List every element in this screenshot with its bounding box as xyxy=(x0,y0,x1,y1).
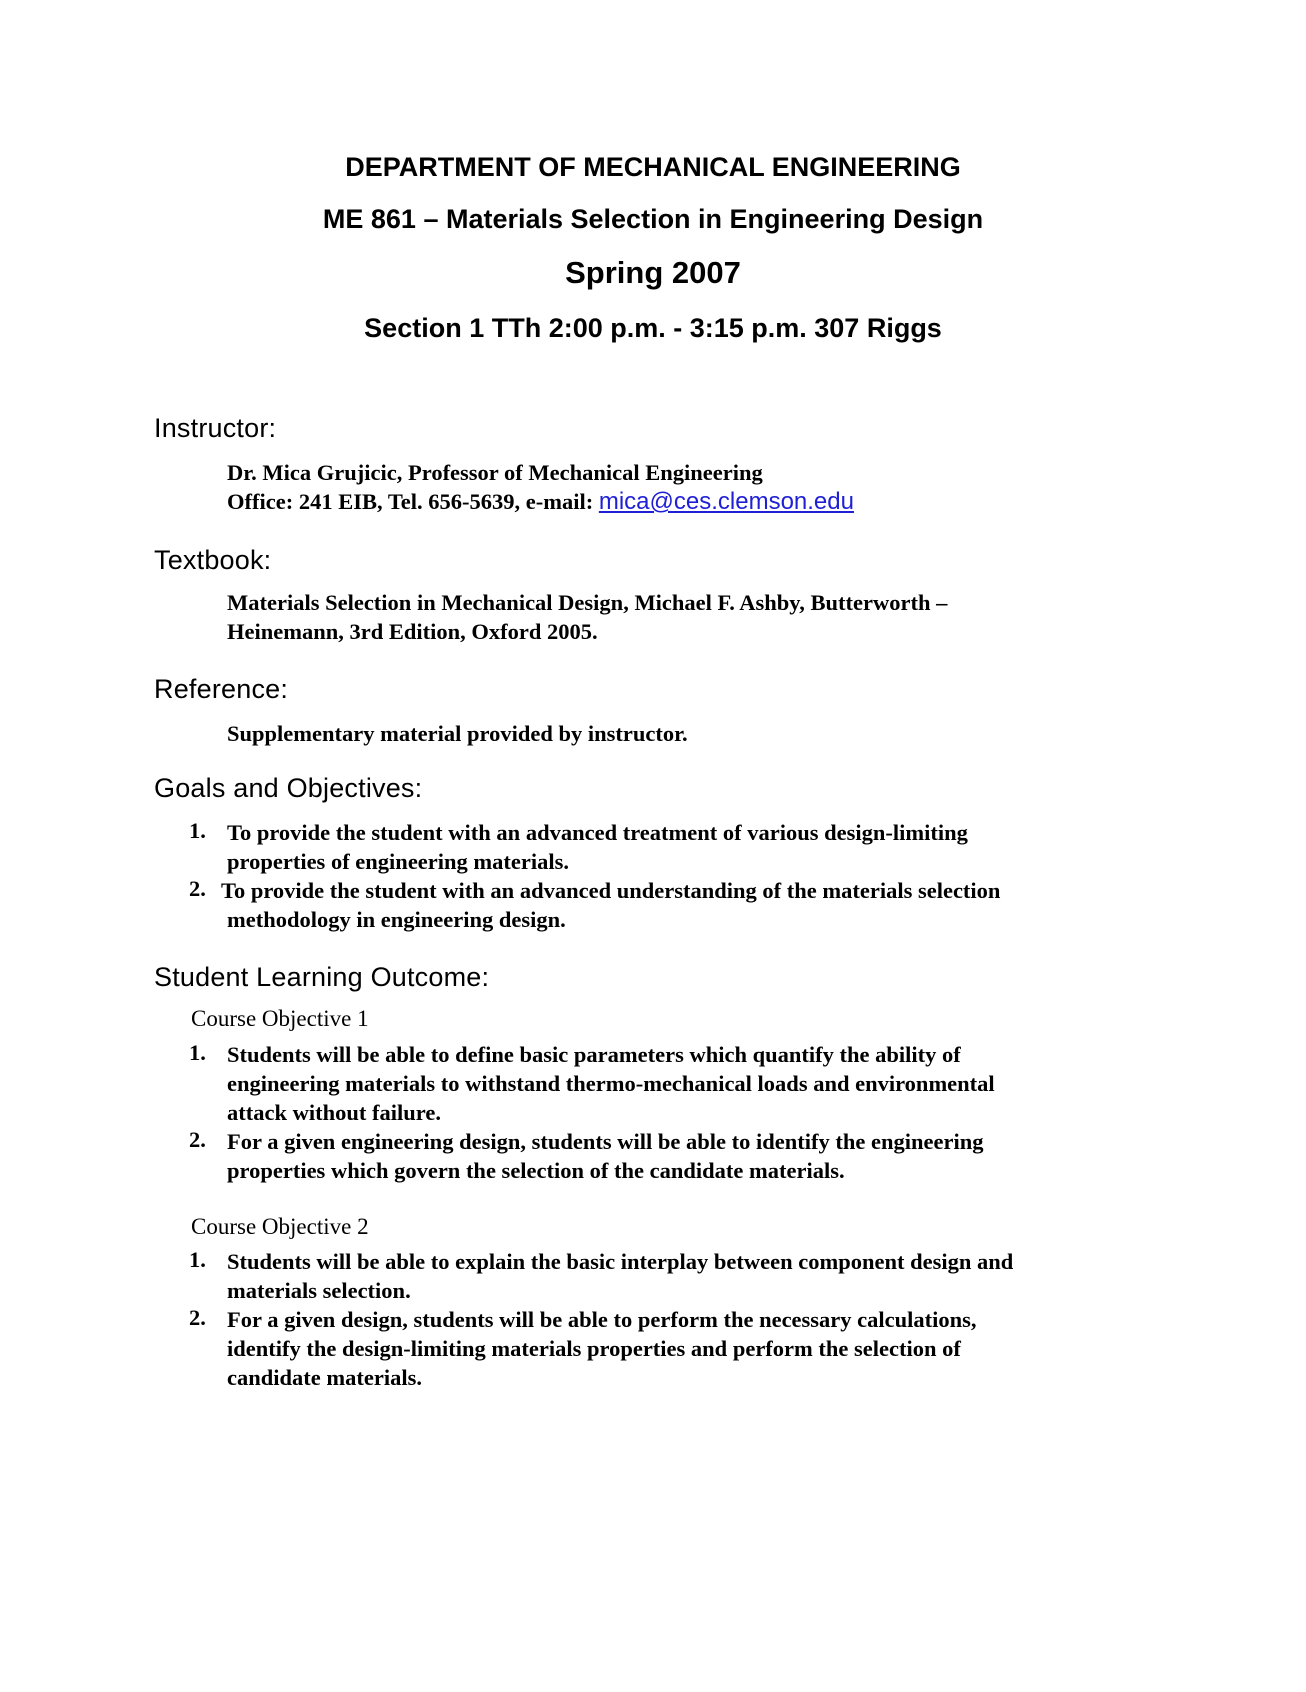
instructor-name: Dr. Mica Grujicic, Professor of Mechanical Engineering xyxy=(227,460,763,485)
outcomes-heading: Student Learning Outcome: xyxy=(154,962,490,992)
goal-2-number: 2. xyxy=(189,876,206,901)
outcome-1-2-number: 2. xyxy=(189,1127,206,1152)
reference-text: Supplementary material provided by instructor. xyxy=(227,721,688,746)
instructor-office-text: Office: 241 EIB, Tel. 656-5639, e-mail: xyxy=(227,489,599,514)
section-info: Section 1 TTh 2:00 p.m. - 3:15 p.m. 307 Riggs xyxy=(364,313,942,343)
outcome-2-1-line-1: Students will be able to explain the basic interplay between component design and xyxy=(227,1249,1014,1274)
outcome-2-2-line-3: candidate materials. xyxy=(227,1365,422,1390)
outcome-1-1-number: 1. xyxy=(189,1040,206,1065)
goal-2-line-1: To provide the student with an advanced understanding of the materials selection xyxy=(221,878,1001,903)
instructor-heading: Instructor: xyxy=(154,413,277,443)
outcome-1-1-line-2: engineering materials to withstand thermo-mechanical loads and environmental xyxy=(227,1071,995,1096)
outcome-1-2-line-1: For a given engineering design, students will be able to identify the engineering xyxy=(227,1129,984,1154)
instructor-office xyxy=(227,487,854,516)
course-objective-2-title: Course Objective 2 xyxy=(191,1214,369,1239)
outcome-1-1-line-1: Students will be able to define basic parameters which quantify the ability of xyxy=(227,1042,961,1067)
course-title: ME 861 – Materials Selection in Engineering Design xyxy=(322,204,984,234)
goal-1-line-2: properties of engineering materials. xyxy=(227,849,570,874)
textbook-line-2: Heinemann, 3rd Edition, Oxford 2005. xyxy=(227,619,598,644)
goal-1-number: 1. xyxy=(189,818,206,843)
term-title: Spring 2007 xyxy=(565,255,741,290)
textbook-heading: Textbook: xyxy=(154,545,272,575)
outcome-1-2-line-2: properties which govern the selection of the candidate materials. xyxy=(227,1158,845,1183)
outcome-1-1-line-3: attack without failure. xyxy=(227,1100,441,1125)
outcome-2-1-line-2: materials selection. xyxy=(227,1278,411,1303)
textbook-line-1: Materials Selection in Mechanical Design, Michael F. Ashby, Butterworth – xyxy=(227,590,948,615)
goal-1-line-1: To provide the student with an advanced treatment of various design-limiting xyxy=(227,820,968,845)
course-objective-1-title: Course Objective 1 xyxy=(191,1006,369,1031)
outcome-2-2-line-1: For a given design, students will be able to perform the necessary calculations, xyxy=(227,1307,977,1332)
outcome-2-1-number: 1. xyxy=(189,1247,206,1272)
goal-2-line-2: methodology in engineering design. xyxy=(227,907,566,932)
reference-heading: Reference: xyxy=(154,674,289,704)
outcome-2-2-line-2: identify the design-limiting materials properties and perform the selection of xyxy=(227,1336,961,1361)
instructor-email-link[interactable]: mica@ces.clemson.edu xyxy=(598,488,854,515)
outcome-2-2-number: 2. xyxy=(189,1305,206,1330)
goals-heading: Goals and Objectives: xyxy=(154,773,423,803)
department-title: DEPARTMENT OF MECHANICAL ENGINEERING xyxy=(345,152,961,182)
